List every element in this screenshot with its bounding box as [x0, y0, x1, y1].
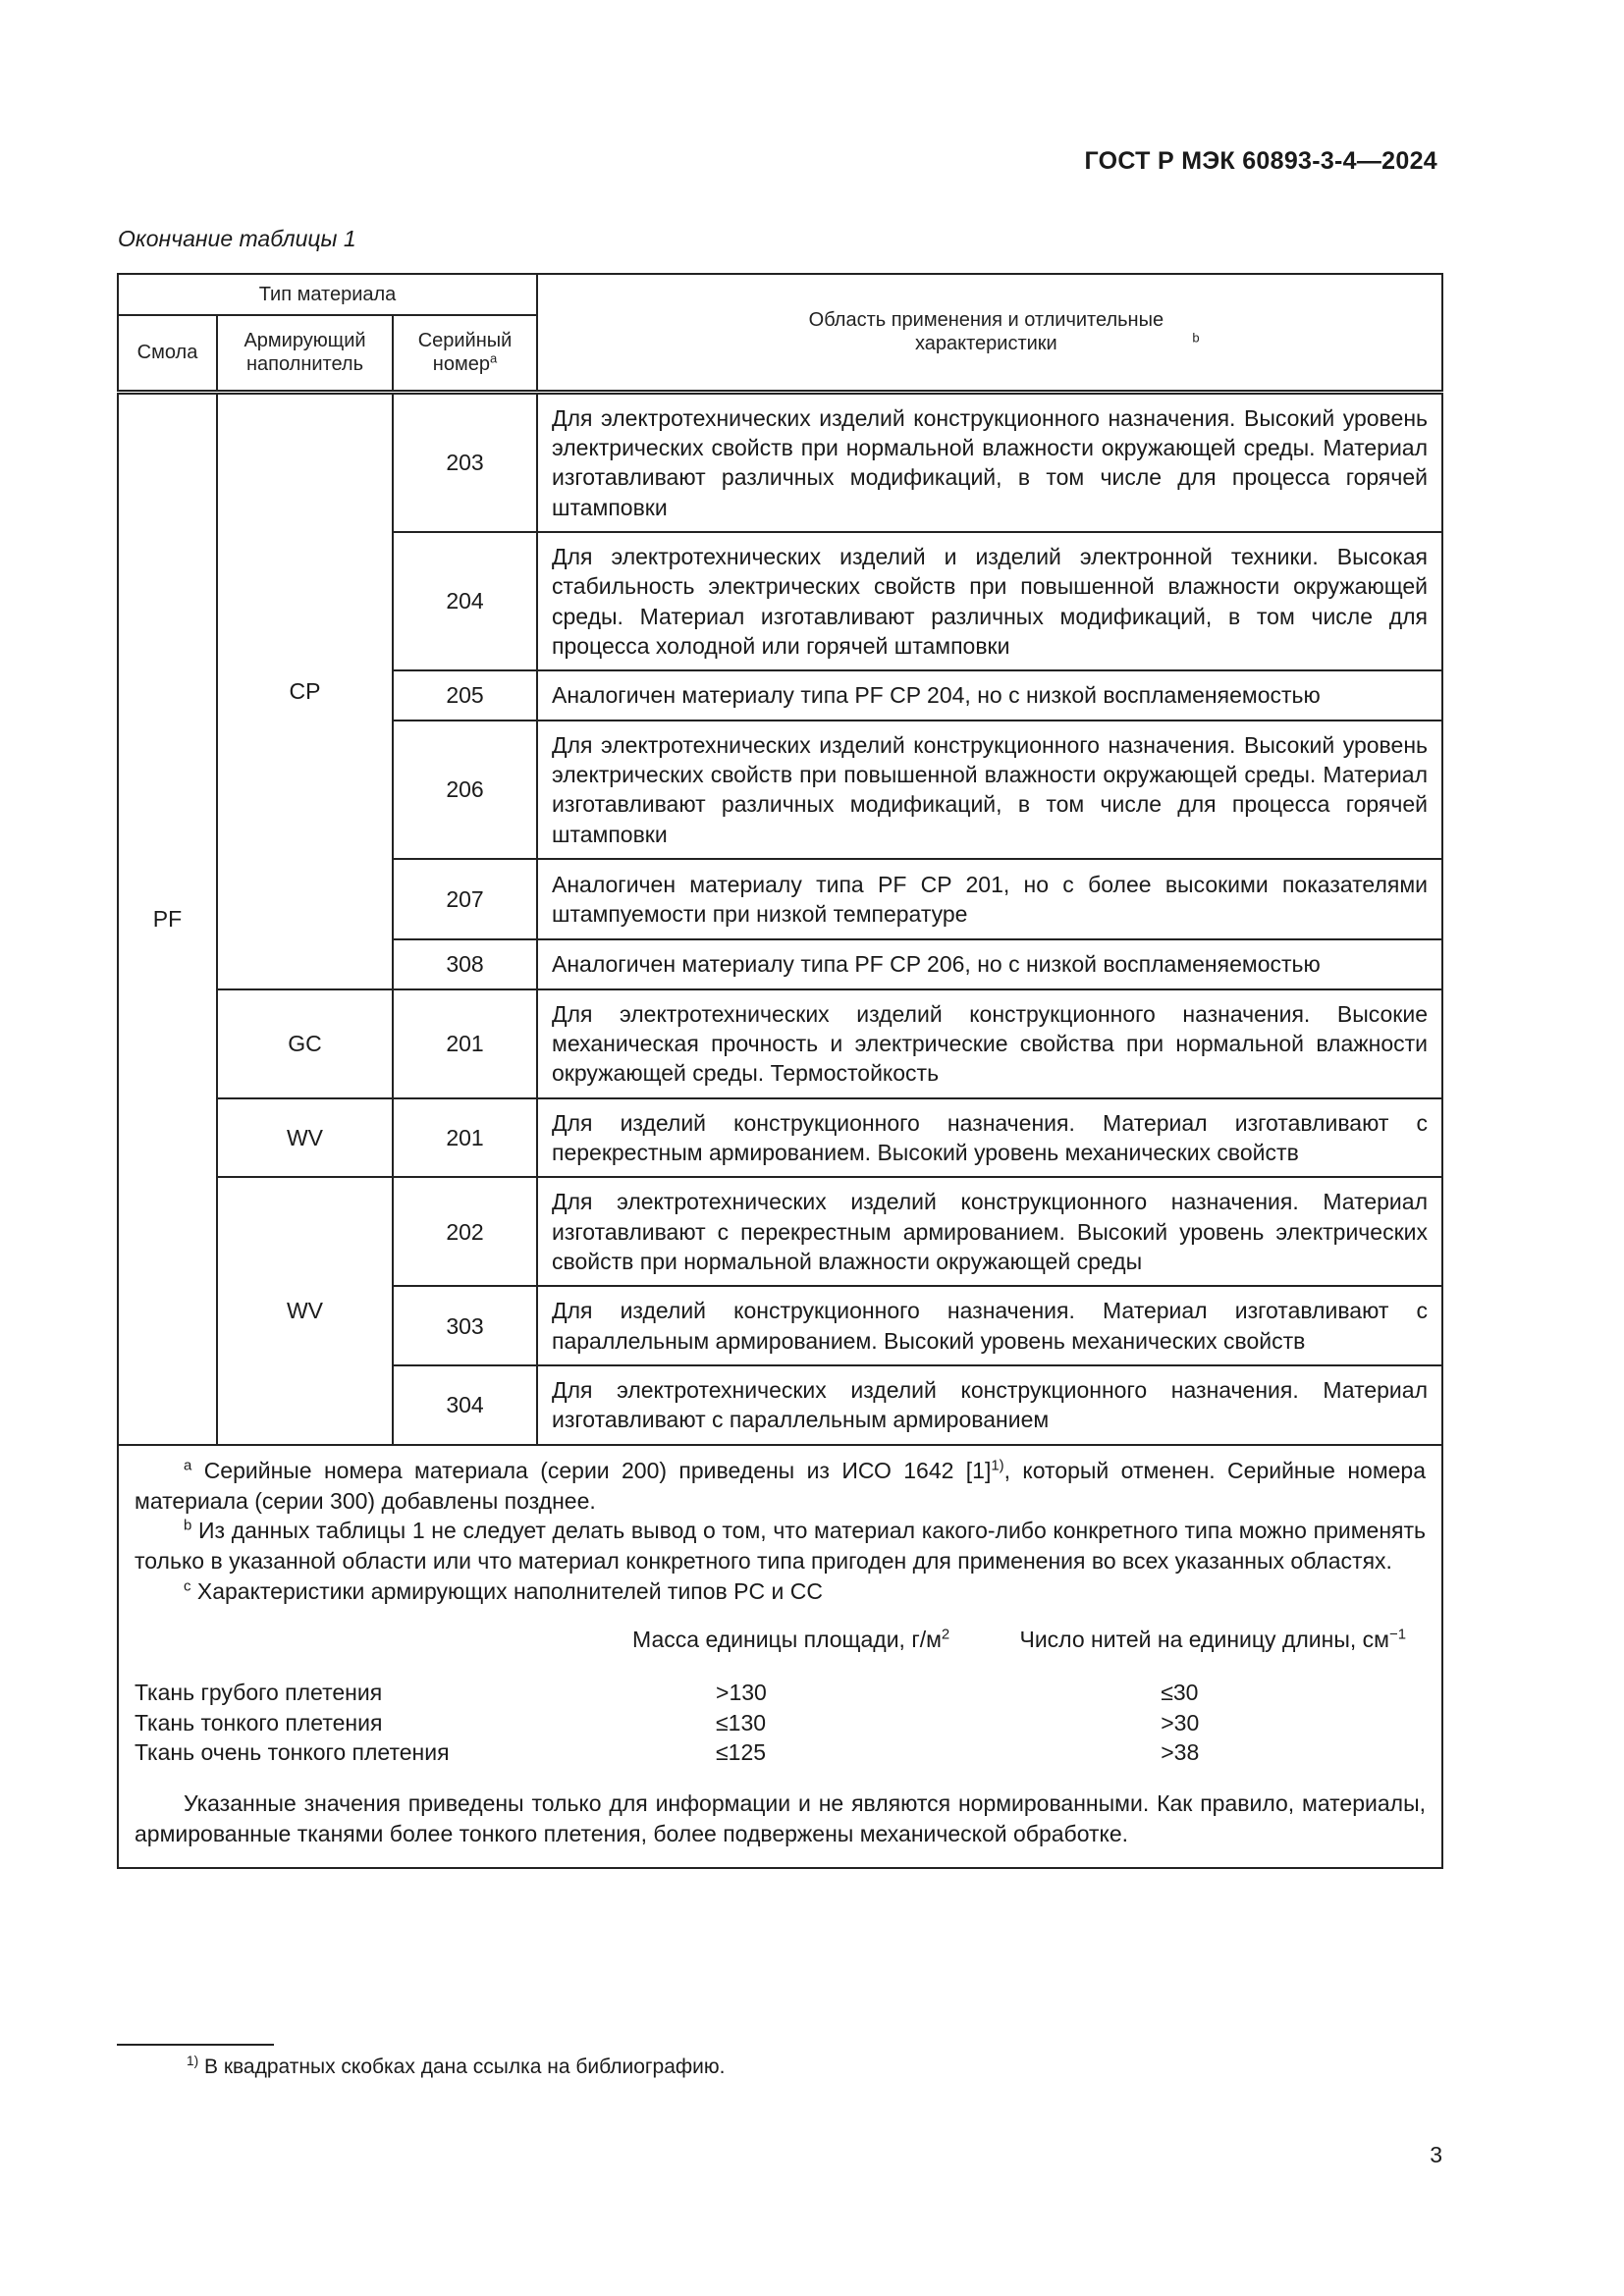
serial-number: 308 — [393, 939, 537, 988]
note-remark: Указанные значения приведены только для информации и не являются нормированными. Как правило, материалы, армированные тканями более тонкого плетения, более подвержены механической обработке. — [135, 1790, 1426, 1847]
table-notes — [117, 1446, 1443, 1869]
application-text: Для электротехнических изделий конструкционного назначения. Материал изготавливают с параллельным армированием — [537, 1365, 1442, 1445]
serial-number: 206 — [393, 721, 537, 859]
serial-number: 201 — [393, 989, 537, 1098]
application-text: Аналогичен материалу типа PF CP 206, но с низкой воспламеняемостью — [537, 939, 1442, 988]
header-resin: Смола — [118, 315, 217, 392]
application-text: Для электротехнических изделий конструкционного назначения. Высокий уровень электрических свойств при нормальной влажности окружающей среды. Материал изготавливают различных модификаций, в том числе для процесса горячей штамповки — [537, 392, 1442, 532]
application-text: Аналогичен материалу типа PF CP 201, но с более высокими показателями штампуемости при низкой температуре — [537, 859, 1442, 939]
filler-wv: WV — [217, 1177, 393, 1445]
application-text: Для электротехнических изделий конструкционного назначения. Материал изготавливают с перекрестным армированием. Высокий уровень электрических свойств при нормальной влажности окружающей среды — [537, 1177, 1442, 1286]
application-text: Для изделий конструкционного назначения. Материал изготавливают с перекрестным армированием. Высокий уровень механических свойств — [537, 1098, 1442, 1178]
resin-pf: PF — [118, 392, 217, 1445]
serial-number: 207 — [393, 859, 537, 939]
header-filler: Армирующий наполнитель — [217, 315, 393, 392]
filler-cp: CP — [217, 392, 393, 989]
fabric-col-threads: Число нитей на единицу длины, $см^{-1}$ — [1019, 1626, 1406, 1652]
table-row — [118, 989, 1442, 1098]
filler-wv: WV — [217, 1098, 393, 1178]
note-c: $^c$ Характеристики армирующих наполнителей типов PC и CC — [184, 1577, 823, 1605]
fabric-row: Ткань тонкого плетения ≤130 >30 — [135, 1709, 1200, 1735]
serial-number: 303 — [393, 1286, 537, 1365]
application-text: Для электротехнических изделий и изделий электронной техники. Высокая стабильность электрических свойств при повышенной влажности окружающей среды. Материал изготавливают различных модификаций, в том числе для процесса холодной или горячей штамповки — [537, 532, 1442, 670]
fabric-table — [135, 1625, 1426, 1767]
filler-gc: GC — [217, 989, 393, 1098]
document-id: ГОСТ Р МЭК 60893-3-4—2024 — [1084, 147, 1437, 175]
fabric-row: Ткань грубого плетения >130 ≤30 — [135, 1680, 1199, 1706]
fabric-row: Ткань очень тонкого плетения ≤125 >38 — [135, 1738, 1200, 1765]
page-number: 3 — [1430, 2142, 1442, 2167]
materials-table — [117, 273, 1443, 1869]
table-row — [118, 1098, 1442, 1178]
note-b: $^b$ Из данных таблицы 1 не следует делать вывод о том, что материал какого-либо конкретного типа можно применять только в указанной области или что материал конкретного типа пригоден для применения во всех указанных областях. — [135, 1517, 1427, 1575]
header-material-type: Тип материала — [118, 274, 537, 315]
header-serial: Серийный номер$^a$ — [393, 315, 537, 392]
serial-number: 202 — [393, 1177, 537, 1286]
table-row — [118, 392, 1442, 532]
application-text: Для электротехнических изделий конструкционного назначения. Высокий уровень электрических свойств при повышенной влажности окружающей среды. Материал изготавливают различных модификаций, в том числе для процесса горячей штамповки — [537, 721, 1442, 859]
header-application-area: Область применения и отличительные характеристики $^b$ — [537, 274, 1442, 392]
serial-number: 304 — [393, 1365, 537, 1445]
application-text: Для электротехнических изделий конструкционного назначения. Высокие механическая прочность и электрические свойства при нормальной влажности окружающей среды. Термостойкость — [537, 989, 1442, 1098]
serial-number: 203 — [393, 392, 537, 532]
serial-number: 201 — [393, 1098, 537, 1178]
serial-number: 204 — [393, 532, 537, 670]
table-row — [118, 1177, 1442, 1286]
serial-number: 205 — [393, 670, 537, 720]
application-text: Аналогичен материалу типа PF CP 204, но с низкой воспламеняемостью — [537, 670, 1442, 720]
footnote-rule — [117, 2044, 274, 2046]
table-caption: Окончание таблицы 1 — [118, 226, 356, 251]
fabric-col-mass: Масса единицы площади, $г/м^2$ — [632, 1626, 950, 1652]
note-a: $^a$ Серийные номера материала (серии 200) приведены из ИСО 1642 $[1]^{1)}$, который отменен. Серийные номера материала (серии 300) добавлены позднее. — [135, 1457, 1427, 1514]
page-footnote: $^{1)}$ В квадратных скобках дана ссылка на библиографию. — [187, 2054, 726, 2078]
application-text: Для изделий конструкционного назначения. Материал изготавливают с параллельным армированием. Высокий уровень механических свойств — [537, 1286, 1442, 1365]
